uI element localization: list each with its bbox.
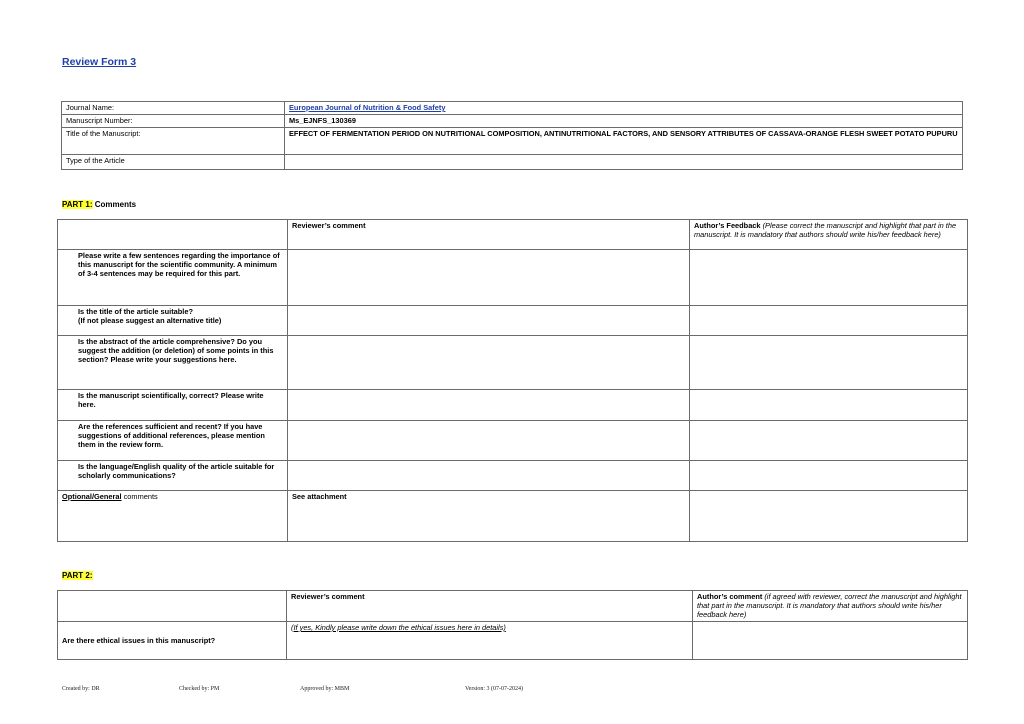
question-importance: Please write a few sentences regarding the importance of this manuscript for the scientific community. A minimum of 3-4 sentences may be required for this part. [58, 250, 288, 306]
manuscript-number-value: Ms_EJNFS_130369 [285, 115, 963, 128]
part2-corner-cell [58, 591, 287, 622]
footer-created-by: Created by: DR [62, 686, 100, 692]
journal-label: Journal Name: [62, 102, 285, 115]
reviewer-comment-cell[interactable] [288, 390, 690, 421]
part1-author-header-note: (Please correct the manuscript and highlight that part in the manuscript. It is mandatory that authors should write his/her feedback here) [694, 221, 957, 240]
part2-author-header [693, 591, 968, 622]
part1-suffix: Comments [92, 200, 137, 209]
form-title: Review Form 3 [62, 56, 137, 68]
author-feedback-cell[interactable] [690, 390, 968, 421]
footer-approved-by: Approved by: MBM [300, 686, 350, 692]
author-feedback-cell[interactable] [690, 306, 968, 336]
author-feedback-cell[interactable] [690, 250, 968, 306]
part1-author-header [690, 220, 968, 250]
optional-reviewer-comment[interactable]: See attachment [288, 491, 690, 542]
reviewer-comment-cell[interactable] [288, 421, 690, 461]
reviewer-comment-cell[interactable] [288, 336, 690, 390]
manuscript-title-value: EFFECT OF FERMENTATION PERIOD ON NUTRITIONAL COMPOSITION, ANTINUTRITIONAL FACTORS, AND SENSORY ATTRIBUTES OF CASSAVA-ORANGE FLESH SWEET POTATO PUPURU [285, 128, 963, 155]
part2-author-header-bold: Author’s comment [697, 592, 763, 601]
part2-heading [62, 571, 93, 580]
question-title: Is the title of the article suitable? (If not please suggest an alternative title) [58, 306, 288, 336]
article-type-label: Type of the Article [62, 155, 285, 170]
optional-comments-label [58, 491, 288, 542]
author-feedback-cell[interactable] [690, 336, 968, 390]
manuscript-title-label: Title of the Manuscript: [62, 128, 285, 155]
part1-reviewer-header: Reviewer’s comment [288, 220, 690, 250]
manuscript-number-label: Manuscript Number: [62, 115, 285, 128]
reviewer-comment-cell[interactable] [288, 461, 690, 491]
ethical-issues-reviewer-cell[interactable]: (If yes, Kindly please write down the ethical issues here in details) [287, 622, 693, 660]
author-feedback-cell[interactable] [690, 461, 968, 491]
part1-label: PART 1: [62, 200, 93, 209]
part1-comments-table [57, 219, 968, 542]
footer-version: Version: 3 (07-07-2024) [465, 686, 523, 692]
question-language: Is the language/English quality of the article suitable for scholarly communications? [58, 461, 288, 491]
reviewer-comment-cell[interactable] [288, 250, 690, 306]
part2-author-header-note: (if agreed with reviewer, correct the manuscript and highlight that part in the manuscript. It is mandatory that authors should write his/her feedback here) [697, 592, 962, 620]
question-references: Are the references sufficient and recent? If you have suggestions of additional references, please mention them in the review form. [58, 421, 288, 461]
optional-author-feedback[interactable] [690, 491, 968, 542]
part2-ethics-table [57, 590, 968, 660]
article-type-value[interactable] [285, 155, 963, 170]
journal-link[interactable]: European Journal of Nutrition & Food Safety [289, 103, 446, 112]
manuscript-info-table [61, 101, 963, 170]
ethical-issues-author-cell[interactable] [693, 622, 968, 660]
part1-heading [62, 200, 136, 209]
optional-label: Optional/General [62, 492, 122, 501]
footer-checked-by: Checked by: PM [179, 686, 220, 692]
optional-suffix: comments [121, 492, 158, 501]
part2-reviewer-header: Reviewer’s comment [287, 591, 693, 622]
question-scientific: Is the manuscript scientifically, correct? Please write here. [58, 390, 288, 421]
reviewer-comment-cell[interactable] [288, 306, 690, 336]
part1-author-header-bold: Author’s Feedback [694, 221, 761, 230]
question-abstract: Is the abstract of the article comprehensive? Do you suggest the addition (or deletion) of some points in this section? Please write your suggestions here. [58, 336, 288, 390]
part1-corner-cell [58, 220, 288, 250]
part2-label: PART 2: [62, 571, 93, 580]
ethical-issues-question: Are there ethical issues in this manuscript? [58, 622, 287, 660]
author-feedback-cell[interactable] [690, 421, 968, 461]
